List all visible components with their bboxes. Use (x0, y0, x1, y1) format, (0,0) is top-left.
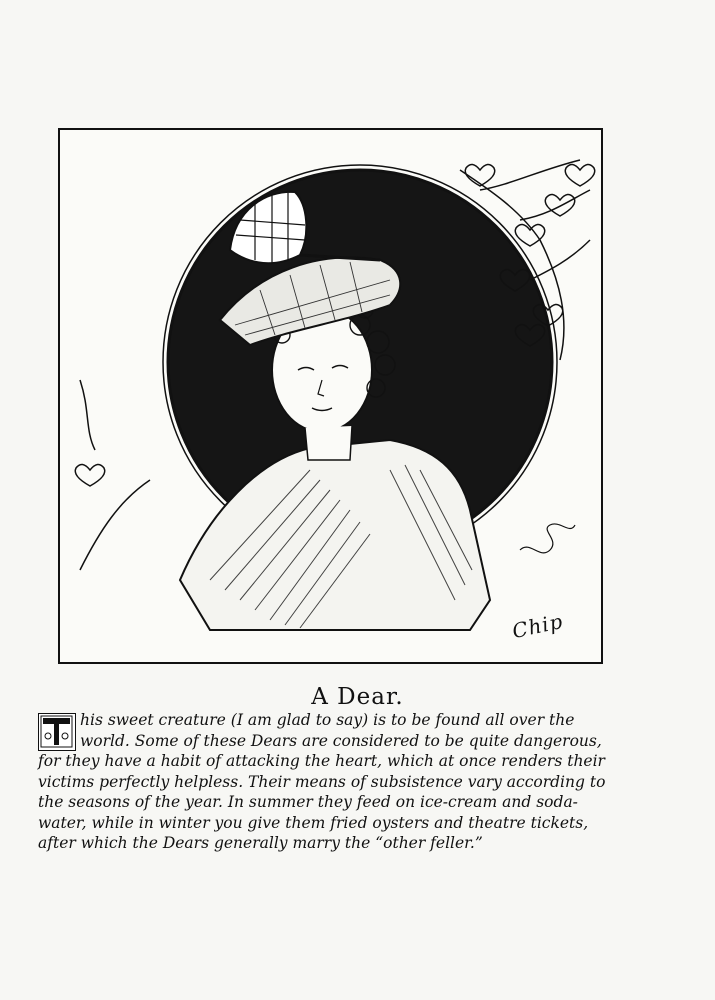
drop-cap-ornament-icon (39, 714, 74, 749)
illustration (60, 130, 605, 666)
illustration-frame (58, 128, 603, 664)
drop-cap-letter (38, 713, 76, 751)
artist-signature: Chip (510, 608, 566, 644)
caption-title: A Dear. (311, 684, 404, 710)
caption-body (38, 710, 608, 854)
caption-text: his sweet creature (I am glad to say) is to be found all over the world. Some of these Dears are considered to be quite dangerous, for they have a habit of attacking the heart, which at once renders their victims perfectly helpless. Their means of subsistence vary according to the seasons of the year. In summer they feed on ice-cream and soda-water, while in winter you give them fried oysters and theatre tickets, after which the Dears generally marry the “other feller.” (38, 711, 606, 852)
left-branch-decoration (75, 380, 150, 570)
hat-bow (230, 192, 306, 263)
